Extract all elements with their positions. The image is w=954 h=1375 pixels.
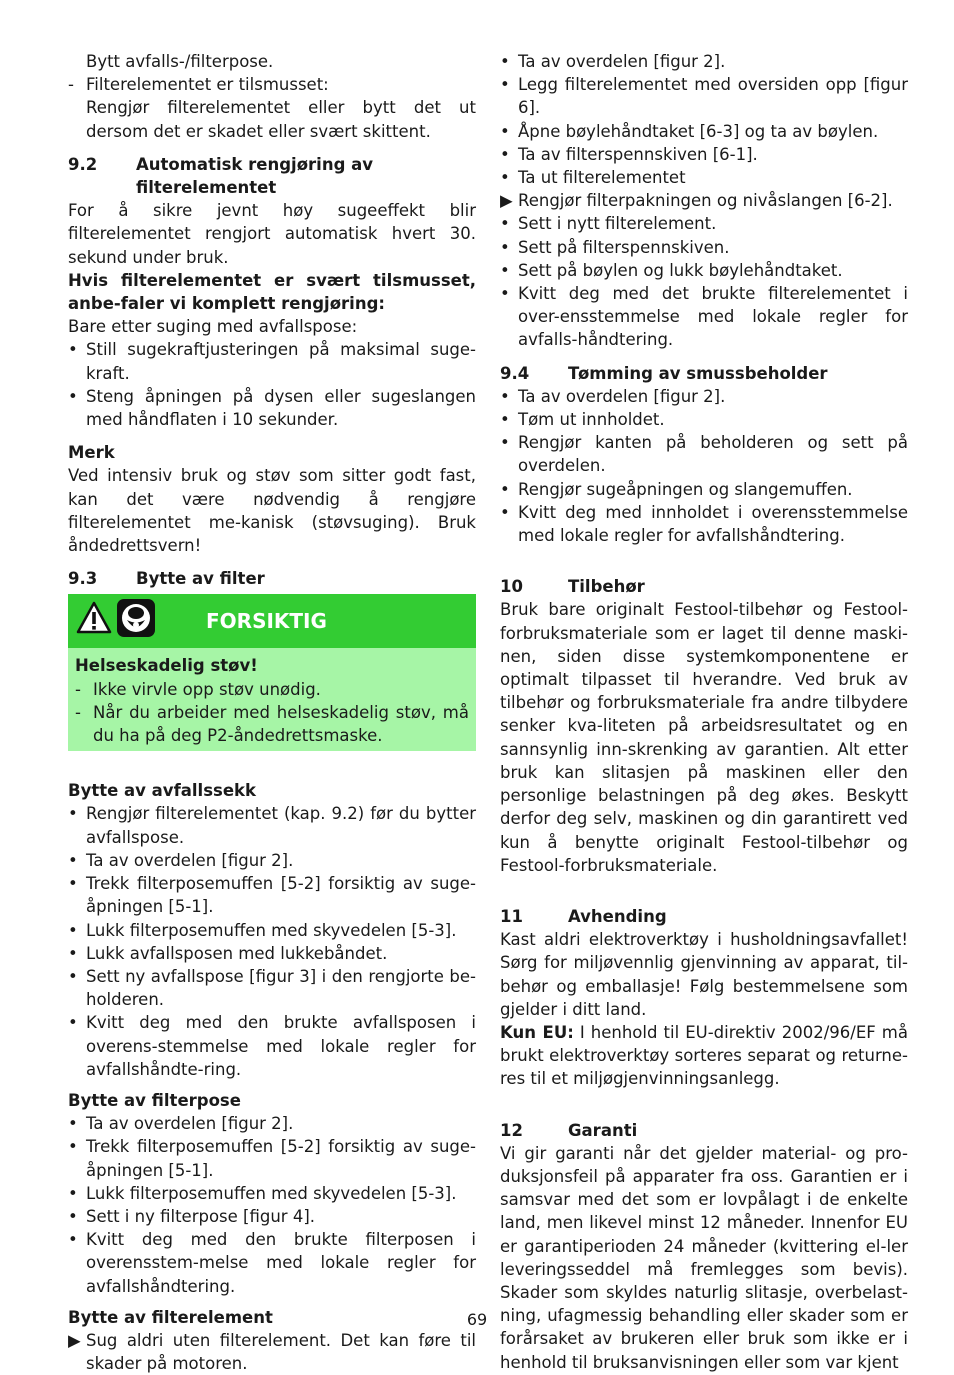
list-item: • Sett på filterspennskiven. <box>500 237 730 257</box>
warning-triangle-icon <box>76 601 112 641</box>
subheading-pose: Bytte av filterpose <box>68 1090 241 1110</box>
list-item: • Ta av overdelen [figur 2]. <box>500 386 726 406</box>
dash-marker: - <box>68 75 74 95</box>
list-item: • Rengjør filterelementet (kap. 9.2) før du bytter avfallspose. <box>68 804 476 847</box>
arrow-icon: ▶ <box>68 1330 81 1350</box>
list-item: ▶ Sug aldri uten filterelement. Det kan føre til skader på motoren. <box>68 1330 476 1374</box>
intro-list <box>68 73 476 96</box>
subheading-element: Bytte av filterelement <box>68 1307 273 1327</box>
bullet-list <box>500 385 908 547</box>
paragraph: Bare etter suging med avfallspose: <box>68 317 358 337</box>
list-item: • Åpne bøylehåndtaket [6-3] og ta av bøylen. <box>500 121 879 141</box>
section-heading-9-3: 9.3 Bytte av filter <box>68 569 265 589</box>
section-heading-9-4: 9.4 Tømming av smussbeholder <box>500 363 828 383</box>
list-item: • Kvitt deg med den brukte filterposen i overensstem-melse med lokale regler for avfallshåndtering. <box>68 1230 476 1296</box>
arrow-icon: ▶ <box>500 191 513 211</box>
section-heading-9-2: 9.2 Automatisk rengjøring av filterelementet <box>68 154 374 198</box>
list-item: • Trekk filterposemuffen [5-2] forsiktig av suge-åpningen [5-1]. <box>68 874 476 917</box>
arrow-list <box>68 1329 476 1375</box>
paragraph: Bruk bare originalt Festool-tilbehør og Festool-forbruksmateriale som er laget til denne maski-nen, siden disse systemkomponentene er optimalt tilpasset til hverandre. Ved bruk av tilbehør og forbruksmateriale fra andre tilbydere senker kva-liteten på arbeidsresultatet og en sannsynlig inn-skrenking av garantien. Alt etter bruk kan slitasjen på maskinen eller den personlige belastningen på deg økes. Beskytt derfor deg selv, maskinen og din garantirett ved kun å benytte originalt Festool-tilbehør og Festool-forbruksmateriale. <box>500 600 908 875</box>
section-heading-10: 10 Tilbehør <box>500 577 645 597</box>
list-item: - Ikke virvle opp støv unødig. <box>75 679 321 699</box>
list-item: • Lukk filterposemuffen med skyvedelen [5-3]. <box>68 920 457 940</box>
list-item: - Filterelementet er tilsmusset: <box>68 73 476 96</box>
section-heading-11: 11 Avhending <box>500 906 667 926</box>
list-item: • Sett i nytt filterelement. <box>500 214 717 234</box>
note-title: Merk <box>68 443 115 463</box>
warning-title: FORSIKTIG <box>206 608 327 633</box>
note-text: Ved intensiv bruk og støv som sitter godt fast, kan det være nødvendig å rengjøre filterelementet me-kanisk (støvsuging). Bruk åndedrettsvern! <box>68 466 476 556</box>
list-item: • Ta av overdelen [figur 2]. <box>68 850 294 870</box>
warning-subtitle: Helseskadelig støv! <box>75 656 258 676</box>
paragraph: Kast aldri elektroverktøy i husholdningsavfallet! Sørg for miljøvennlig gjenvinning av apparat, til-behør og emballasje! Følg bestemmelsene som gjelder i ditt land. <box>500 930 908 1019</box>
right-column <box>500 50 908 1374</box>
list-item: • Kvitt deg med den brukte avfallsposen i overens-stemmelse med lokale regler for avfallshåndte-ring. <box>68 1013 476 1079</box>
intro-detail: Rengjør filterelementet eller bytt det ut dersom det er skadet eller svært skittent. <box>86 98 476 141</box>
list-item: • Ta av overdelen [figur 2]. <box>68 1114 294 1134</box>
list-item: • Rengjør kanten på beholderen og sett på overdelen. <box>500 433 908 476</box>
list-item: • Steng åpningen på dysen eller sugeslangen med håndflaten i 10 sekunder. <box>68 386 476 430</box>
warning-list <box>75 678 469 748</box>
warning-body <box>68 648 476 751</box>
paragraph: For å sikre jevnt høy sugeeffekt blir filterelementet rengjort automatisk hvert 30. sekund under bruk. <box>68 201 476 267</box>
bullet-list <box>68 802 476 1080</box>
list-item: • Still sugekraftjusteringen på maksimal suge-kraft. <box>68 340 476 383</box>
list-item: • Ta av overdelen [figur 2]. <box>500 52 726 71</box>
list-item: • Tøm ut innholdet. <box>500 410 665 430</box>
warning-header <box>68 594 476 648</box>
left-column <box>68 50 476 1375</box>
page-number: 69 <box>466 1310 488 1329</box>
list-item: • Ta ut filterelementet <box>500 168 686 188</box>
section-heading-12: 12 Garanti <box>500 1120 638 1140</box>
list-item: • Kvitt deg med innholdet i overensstemmelse med lokale regler for avfallshåndtering. <box>500 502 908 546</box>
list-item: - Når du arbeider med helseskadelig støv, må du ha på deg P2-åndedrettsmaske. <box>75 702 469 746</box>
bullet-list <box>68 338 476 431</box>
list-item: • Trekk filterposemuffen [5-2] forsiktig av suge-åpningen [5-1]. <box>68 1137 476 1180</box>
list-item: • Legg filterelementet med oversiden opp [figur 6]. <box>500 75 908 118</box>
list-item: ▶ Rengjør filterpakningen og nivåslangen [6-2]. <box>500 189 908 212</box>
bold-paragraph: Hvis filterelementet er svært tilsmusset, anbe-faler vi komplett rengjøring: <box>68 270 476 314</box>
eu-paragraph: Kun EU: I henhold til EU-direktiv 2002/96/EF må brukt elektroverktøy sorteres separat og returne-res til et miljøgjenvinningsanlegg. <box>500 1022 908 1089</box>
list-item: • Rengjør sugeåpningen og slangemuffen. <box>500 479 853 499</box>
list-item: • Kvitt deg med det brukte filterelementet i over-ensstemmelse med lokale regler for avfalls-håndtering. <box>500 284 908 350</box>
list-item: • Ta av filterspennskiven [6-1]. <box>500 144 758 164</box>
respirator-mask-icon <box>116 598 156 644</box>
list-item: • Sett på bøylen og lukk bøylehåndtaket. <box>500 260 843 280</box>
list-item: • Lukk avfallsposen med lukkebåndet. <box>68 943 388 963</box>
step-list <box>500 50 908 352</box>
paragraph: Vi gir garanti når det gjelder material- og pro-duksjonsfeil på apparater fra oss. Garantien er i samsvar med det som er lovpålagt i de enkelte land, men likevel minst 12 måneder. Innenfor EU er garantiperioden 24 måneder (kvittering el-ler leveringsseddel må fremlegges som bevis). Skader som skyldes naturlig slitasje, overbelast-ning, ufagmessig behandling eller skader som er forårsaket av brukeren eller bruk som ikke er i henhold til bruksanvisningen eller som var kjent <box>500 1143 908 1372</box>
warning-box <box>68 594 476 751</box>
intro-line: Bytt avfalls-/filterpose. <box>86 52 274 71</box>
list-item: • Sett ny avfallspose [figur 3] i den rengjorte be-holderen. <box>68 966 476 1010</box>
list-item: • Sett i ny filterpose [figur 4]. <box>68 1206 316 1226</box>
bullet-list <box>68 1112 476 1298</box>
subheading-sekk: Bytte av avfallssekk <box>68 781 256 801</box>
list-item: • Lukk filterposemuffen med skyvedelen [5-3]. <box>68 1183 457 1203</box>
